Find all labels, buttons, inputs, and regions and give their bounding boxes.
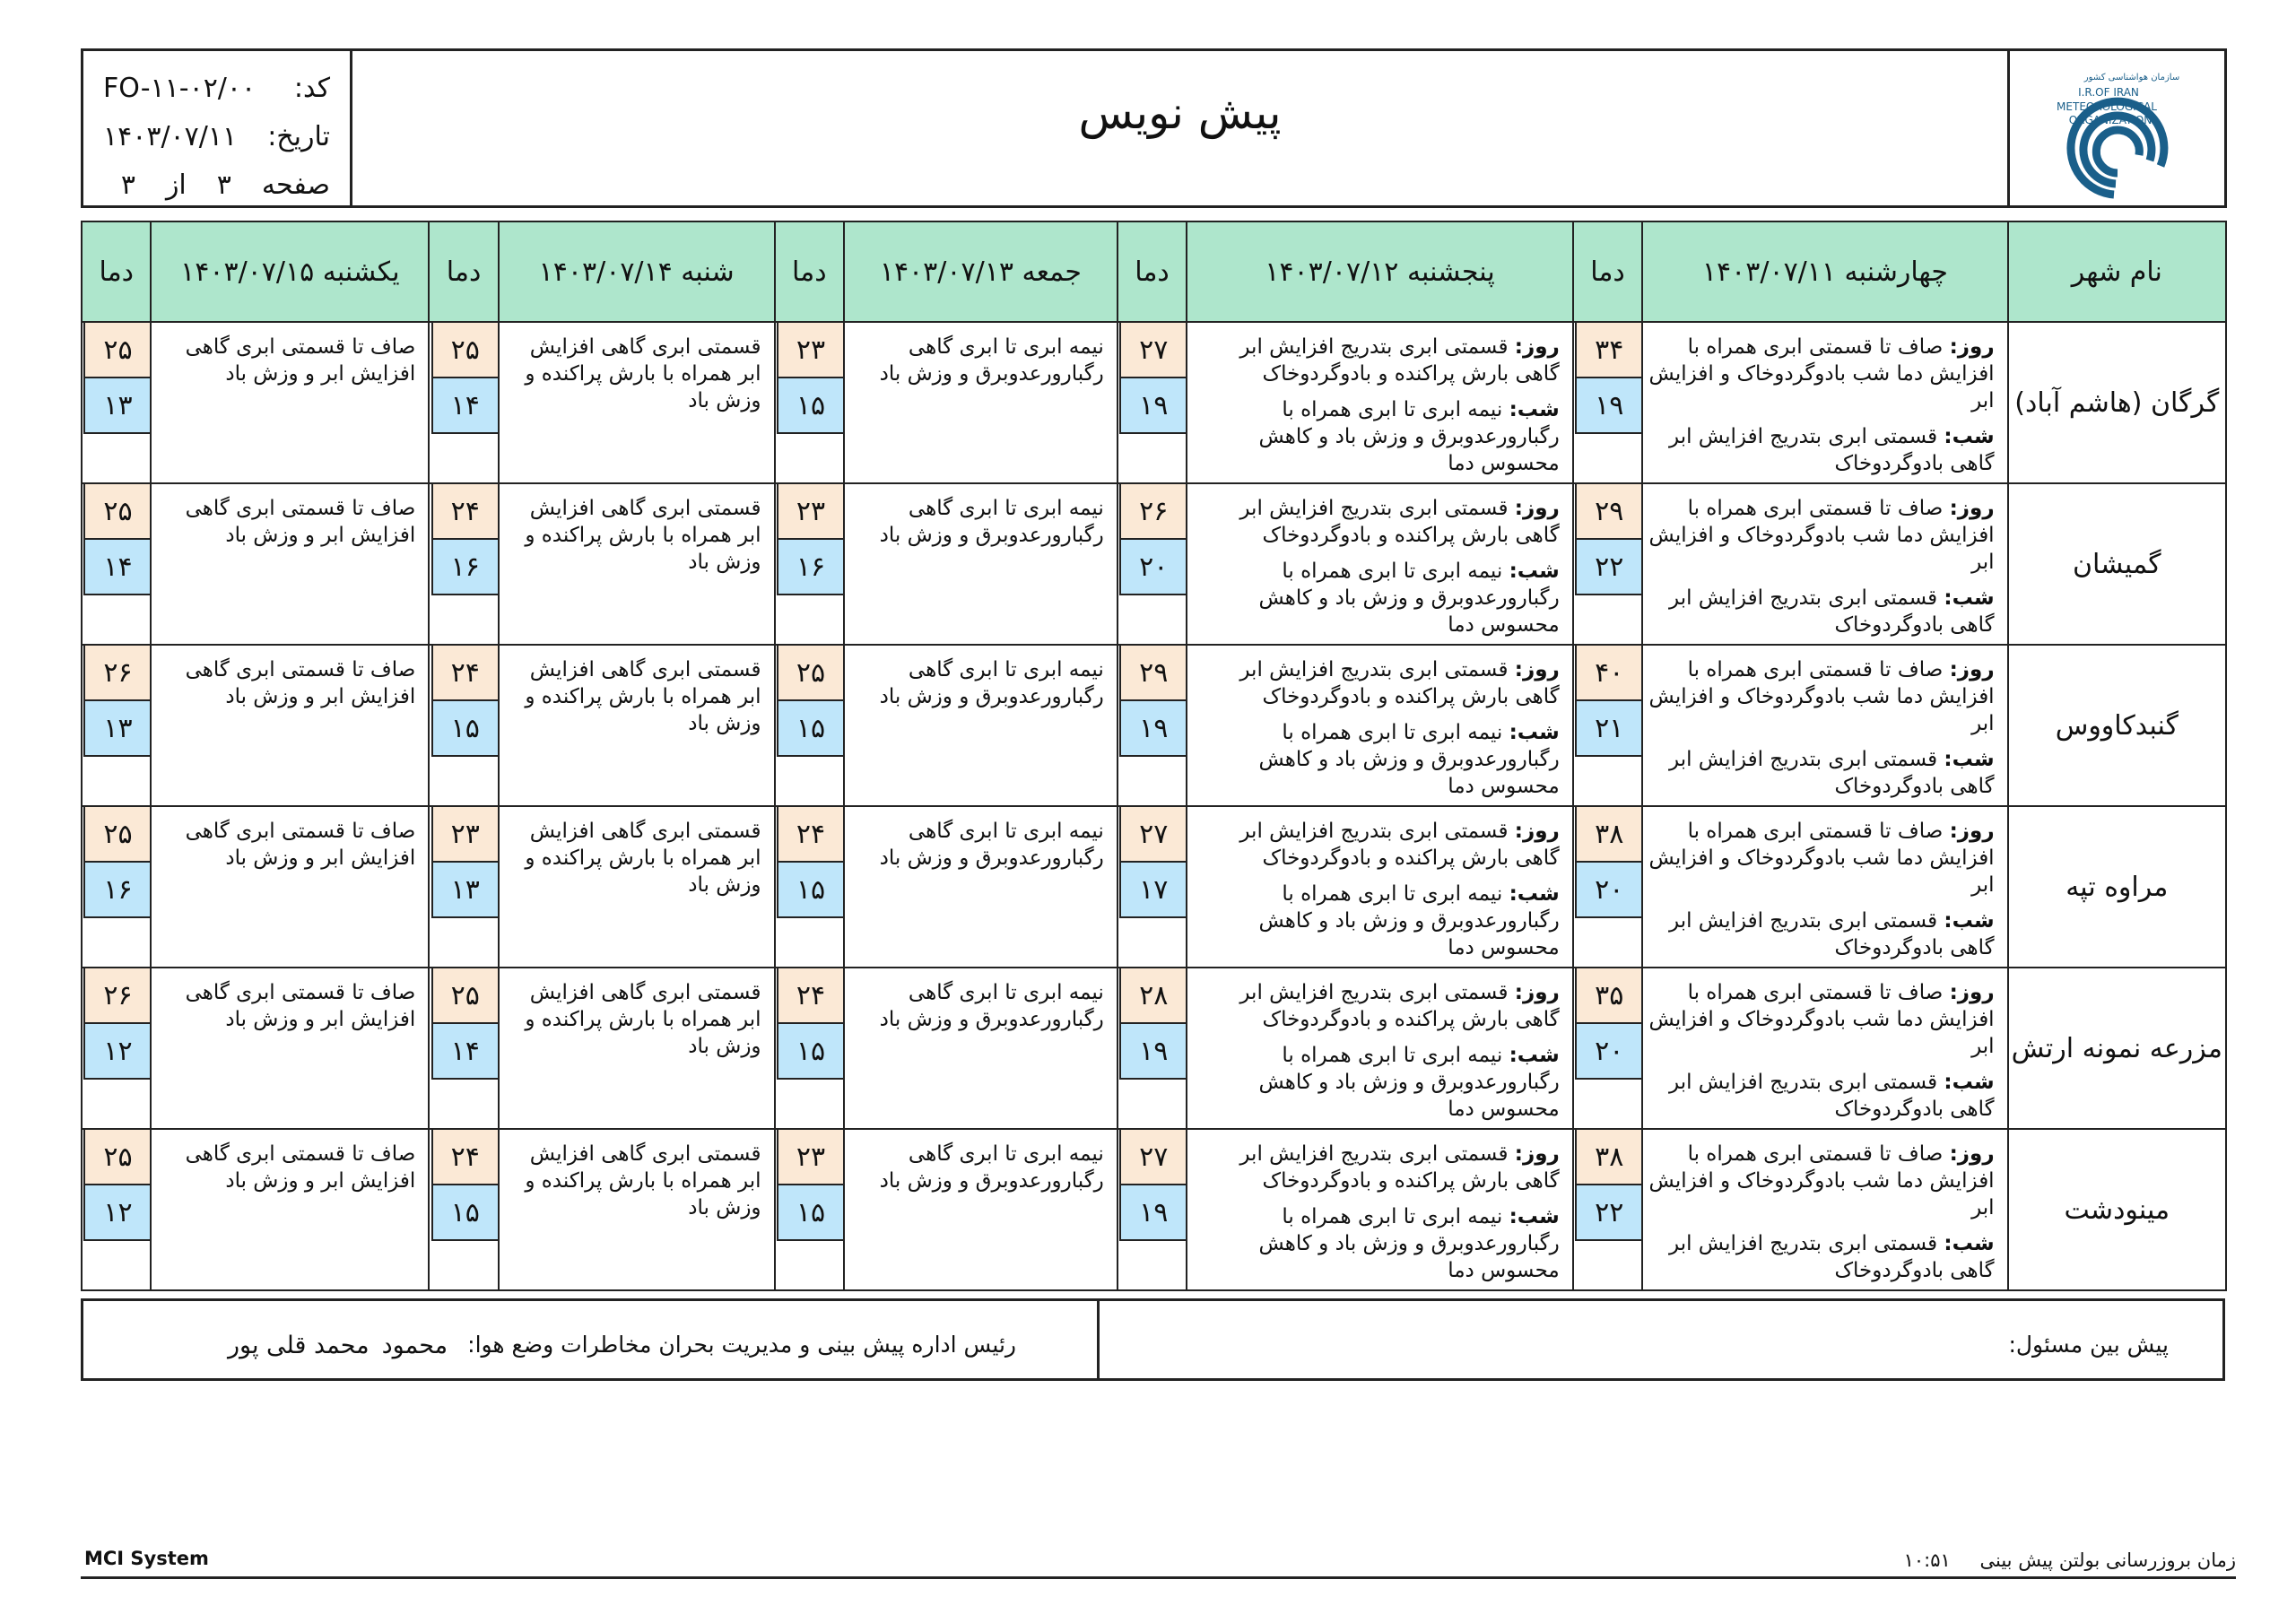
max-temp: ۲۵: [777, 646, 843, 701]
forecast-text: قسمتی ابری گاهی افزایش ابر همراه با بارش پراکنده و وزش باد: [525, 497, 761, 574]
forecast-text: نیمه ابری تا ابری گاهی رگبارورعدوبرق و وزش باد: [879, 497, 1104, 547]
day-forecast: [1648, 656, 1994, 737]
update-label: زمان بروزرسانی بولتن پیش بینی: [1979, 1549, 2236, 1571]
night-forecast: [1193, 1203, 1560, 1284]
table-row: [82, 322, 2226, 483]
page-num: ۳: [216, 169, 231, 201]
night-forecast: [1193, 719, 1560, 800]
system-name: MCI System: [84, 1548, 209, 1569]
forecast-description: [1642, 322, 2007, 483]
night-text: قسمتی ابری بتدریج افزایش ابر گاهی بادوگردوخاک: [1669, 1232, 1995, 1282]
temperature-cell: [1118, 645, 1187, 806]
forecast-description: [151, 483, 429, 645]
min-temp: ۱۴: [431, 1024, 498, 1080]
max-temp: ۲۴: [431, 1130, 498, 1185]
day-forecast: [1193, 979, 1560, 1033]
day-text: قسمتی ابری بتدریج افزایش ابر گاهی بارش پراکنده و بادوگردوخاک: [1239, 497, 1560, 547]
night-label: شب:: [1944, 1232, 1995, 1255]
document-header: [81, 48, 2227, 208]
forecast-description: [499, 645, 775, 806]
day-text: صاف تا قسمتی ابری همراه با افزایش دما شب بادوگردوخاک و افزایش ابر: [1648, 497, 1995, 574]
page-title: پیش نویس: [1078, 87, 1282, 139]
column-header-temp: دما: [82, 221, 151, 322]
update-time: ۱۰:۵۱: [1903, 1549, 1951, 1571]
day-forecast: [1193, 334, 1560, 387]
city-name: مزرعه نمونه ارتش: [2008, 968, 2226, 1129]
forecast-description: [844, 645, 1118, 806]
document-meta: [83, 51, 352, 205]
day-label: روز:: [1949, 497, 1995, 520]
forecast-description: [499, 322, 775, 483]
forecast-description: [844, 1129, 1118, 1290]
day-text: صاف تا قسمتی ابری همراه با افزایش دما شب بادوگردوخاک و افزایش ابر: [1648, 335, 1995, 412]
min-temp: ۱۹: [1119, 1185, 1186, 1241]
page-total: ۳: [120, 169, 135, 201]
min-temp: ۱۳: [83, 378, 150, 434]
max-temp: ۲۴: [431, 646, 498, 701]
temperature-cell: [1573, 645, 1642, 806]
day-label: روز:: [1514, 658, 1560, 681]
min-temp: ۱۹: [1119, 378, 1186, 434]
max-temp: ۲۳: [431, 807, 498, 863]
night-text: قسمتی ابری بتدریج افزایش ابر گاهی بادوگردوخاک: [1669, 748, 1995, 798]
day-label: روز:: [1949, 981, 1995, 1004]
night-label: شب:: [1509, 882, 1560, 906]
forecast-text: قسمتی ابری گاهی افزایش ابر همراه با بارش پراکنده و وزش باد: [525, 335, 761, 412]
forecast-description: [1642, 483, 2007, 645]
temperature-cell: [775, 968, 844, 1129]
forecast-description: [1187, 968, 1573, 1129]
min-temp: ۱۴: [431, 378, 498, 434]
day-label: روز:: [1514, 981, 1560, 1004]
max-temp: ۲۷: [1119, 323, 1186, 378]
forecast-description: [844, 483, 1118, 645]
temperature-cell: [82, 806, 151, 968]
forecast-text: صاف تا قسمتی ابری گاهی افزایش ابر و وزش باد: [185, 335, 416, 386]
forecast-description: [1187, 806, 1573, 968]
min-temp: ۱۳: [431, 863, 498, 918]
temperature-cell: [429, 322, 498, 483]
day-text: صاف تا قسمتی ابری همراه با افزایش دما شب بادوگردوخاک و افزایش ابر: [1648, 820, 1995, 897]
day-label: روز:: [1949, 820, 1995, 843]
forecast-description: [1642, 806, 2007, 968]
max-temp: ۲۵: [83, 807, 150, 863]
night-forecast: [1648, 423, 1994, 477]
column-header-day-1: چهارشنبه ۱۴۰۳/۰۷/۱۱: [1642, 221, 2007, 322]
max-temp: ۲۵: [431, 323, 498, 378]
min-temp: ۱۹: [1575, 378, 1641, 434]
day-forecast: [1193, 1141, 1560, 1194]
day-forecast: [1193, 495, 1560, 549]
temperature-cell: [775, 483, 844, 645]
temperature-cell: [429, 968, 498, 1129]
forecast-description: [499, 1129, 775, 1290]
temperature-cell: [82, 645, 151, 806]
day-label: روز:: [1949, 1142, 1995, 1166]
temperature-cell: [1118, 806, 1187, 968]
page-label: صفحه: [261, 169, 330, 201]
column-header-day-3: جمعه ۱۴۰۳/۰۷/۱۳: [844, 221, 1118, 322]
min-temp: ۲۰: [1575, 1024, 1641, 1080]
min-temp: ۱۶: [431, 540, 498, 595]
night-forecast: [1193, 558, 1560, 638]
day-label: روز:: [1514, 1142, 1560, 1166]
temperature-cell: [1118, 483, 1187, 645]
min-temp: ۲۰: [1119, 540, 1186, 595]
forecast-text: صاف تا قسمتی ابری گاهی افزایش ابر و وزش باد: [185, 497, 416, 547]
night-forecast: [1648, 746, 1994, 800]
temperature-cell: [1573, 806, 1642, 968]
temperature-cell: [1573, 968, 1642, 1129]
night-forecast: [1193, 396, 1560, 477]
forecast-description: [1187, 1129, 1573, 1290]
temperature-cell: [1573, 483, 1642, 645]
night-text: نیمه ابری تا ابری همراه با رگبارورعدوبرق و وزش باد و کاهش محسوس دما: [1258, 721, 1560, 798]
forecast-text: صاف تا قسمتی ابری گاهی افزایش ابر و وزش باد: [185, 658, 416, 708]
day-forecast: [1648, 979, 1994, 1060]
column-header-temp: دما: [429, 221, 498, 322]
max-temp: ۲۶: [1119, 484, 1186, 540]
max-temp: ۲۳: [777, 484, 843, 540]
day-forecast: [1648, 1141, 1994, 1221]
city-name: مینودشت: [2008, 1129, 2226, 1290]
min-temp: ۱۵: [777, 378, 843, 434]
night-label: شب:: [1509, 398, 1560, 421]
forecast-text: قسمتی ابری گاهی افزایش ابر همراه با بارش پراکنده و وزش باد: [525, 658, 761, 735]
day-text: قسمتی ابری بتدریج افزایش ابر گاهی بارش پراکنده و بادوگردوخاک: [1239, 1142, 1560, 1193]
night-label: شب:: [1509, 1044, 1560, 1067]
forecast-description: [499, 968, 775, 1129]
min-temp: ۲۲: [1575, 1185, 1641, 1241]
forecast-description: [1642, 645, 2007, 806]
night-label: شب:: [1944, 909, 1995, 933]
night-text: قسمتی ابری بتدریج افزایش ابر گاهی بادوگردوخاک: [1669, 586, 1995, 637]
temperature-cell: [82, 483, 151, 645]
day-label: روز:: [1514, 335, 1560, 359]
column-header-temp: دما: [775, 221, 844, 322]
day-label: روز:: [1949, 335, 1995, 359]
night-text: نیمه ابری تا ابری همراه با رگبارورعدوبرق و وزش باد و کاهش محسوس دما: [1258, 560, 1560, 637]
min-temp: ۲۰: [1575, 863, 1641, 918]
night-label: شب:: [1944, 425, 1995, 448]
temperature-cell: [1118, 322, 1187, 483]
forecast-description: [844, 968, 1118, 1129]
min-temp: ۱۴: [83, 540, 150, 595]
day-text: صاف تا قسمتی ابری همراه با افزایش دما شب بادوگردوخاک و افزایش ابر: [1648, 1142, 1995, 1219]
table-row: [82, 645, 2226, 806]
column-header-day-4: شنبه ۱۴۰۳/۰۷/۱۴: [499, 221, 775, 322]
night-label: شب:: [1509, 560, 1560, 583]
min-temp: ۱۹: [1119, 1024, 1186, 1080]
temperature-cell: [1118, 1129, 1187, 1290]
day-forecast: [1648, 334, 1994, 414]
table-row: [82, 483, 2226, 645]
min-temp: ۱۵: [777, 863, 843, 918]
max-temp: ۳۸: [1575, 1130, 1641, 1185]
forecast-text: قسمتی ابری گاهی افزایش ابر همراه با بارش پراکنده و وزش باد: [525, 981, 761, 1058]
forecast-description: [499, 806, 775, 968]
night-label: شب:: [1944, 1071, 1995, 1094]
day-text: صاف تا قسمتی ابری همراه با افزایش دما شب بادوگردوخاک و افزایش ابر: [1648, 658, 1995, 735]
organization-logo: [2007, 51, 2224, 205]
code-value: FO-۱۱-۰۲/۰۰: [103, 72, 257, 104]
head-cell: [83, 1301, 1097, 1378]
temperature-cell: [429, 806, 498, 968]
max-temp: ۲۵: [83, 323, 150, 378]
min-temp: ۱۵: [431, 701, 498, 757]
logo-text-fa: سازمان هواشناسی کشور: [2083, 73, 2180, 82]
max-temp: ۲۹: [1575, 484, 1641, 540]
night-text: قسمتی ابری بتدریج افزایش ابر گاهی بادوگردوخاک: [1669, 425, 1995, 475]
column-header-temp: دما: [1573, 221, 1642, 322]
table-row: [82, 1129, 2226, 1290]
table-header-row: [82, 221, 2226, 322]
city-name: مراوه تپه: [2008, 806, 2226, 968]
forecast-description: [844, 806, 1118, 968]
temperature-cell: [429, 1129, 498, 1290]
day-forecast: [1648, 818, 1994, 898]
forecast-text: صاف تا قسمتی ابری گاهی افزایش ابر و وزش باد: [185, 981, 416, 1031]
update-info: [1904, 1549, 2236, 1571]
table-row: [82, 968, 2226, 1129]
temperature-cell: [1118, 968, 1187, 1129]
day-forecast: [1648, 495, 1994, 576]
max-temp: ۲۷: [1119, 807, 1186, 863]
day-text: صاف تا قسمتی ابری همراه با افزایش دما شب بادوگردوخاک و افزایش ابر: [1648, 981, 1995, 1058]
min-temp: ۱۲: [83, 1024, 150, 1080]
table-row: [82, 806, 2226, 968]
temperature-cell: [1573, 1129, 1642, 1290]
head-last-name: محمد قلی پور: [227, 1332, 370, 1359]
temperature-cell: [82, 1129, 151, 1290]
forecast-description: [151, 645, 429, 806]
night-text: نیمه ابری تا ابری همراه با رگبارورعدوبرق و وزش باد و کاهش محسوس دما: [1258, 1044, 1560, 1121]
column-header-day-2: پنجشنبه ۱۴۰۳/۰۷/۱۲: [1187, 221, 1573, 322]
temperature-cell: [775, 1129, 844, 1290]
forecast-description: [1642, 968, 2007, 1129]
temperature-cell: [775, 806, 844, 968]
forecaster-label: پیش بین مسئول:: [2008, 1332, 2169, 1358]
temperature-cell: [82, 322, 151, 483]
forecast-description: [151, 322, 429, 483]
day-text: قسمتی ابری بتدریج افزایش ابر گاهی بارش پراکنده و بادوگردوخاک: [1239, 820, 1560, 870]
night-forecast: [1648, 1069, 1994, 1123]
logo-text-1: I.R.OF IRAN: [2078, 86, 2139, 99]
day-label: روز:: [1949, 658, 1995, 681]
day-forecast: [1193, 818, 1560, 872]
forecast-description: [844, 322, 1118, 483]
forecast-description: [1187, 483, 1573, 645]
forecast-text: قسمتی ابری گاهی افزایش ابر همراه با بارش پراکنده و وزش باد: [525, 820, 761, 897]
forecast-description: [151, 1129, 429, 1290]
min-temp: ۱۵: [777, 1185, 843, 1241]
temperature-cell: [82, 968, 151, 1129]
date-value: ۱۴۰۳/۰۷/۱۱: [103, 120, 238, 152]
max-temp: ۲۴: [431, 484, 498, 540]
forecast-description: [499, 483, 775, 645]
max-temp: ۲۶: [83, 968, 150, 1024]
night-forecast: [1648, 585, 1994, 638]
night-text: قسمتی ابری بتدریج افزایش ابر گاهی بادوگردوخاک: [1669, 909, 1995, 959]
night-label: شب:: [1509, 1205, 1560, 1228]
page-footer: [81, 1544, 2236, 1579]
max-temp: ۲۵: [83, 484, 150, 540]
day-text: قسمتی ابری بتدریج افزایش ابر گاهی بارش پراکنده و بادوگردوخاک: [1239, 658, 1560, 708]
temperature-cell: [775, 322, 844, 483]
forecast-text: قسمتی ابری گاهی افزایش ابر همراه با بارش پراکنده و وزش باد: [525, 1142, 761, 1219]
day-text: قسمتی ابری بتدریج افزایش ابر گاهی بارش پراکنده و بادوگردوخاک: [1239, 981, 1560, 1031]
max-temp: ۲۳: [777, 1130, 843, 1185]
forecast-text: صاف تا قسمتی ابری گاهی افزایش ابر و وزش باد: [185, 1142, 416, 1193]
min-temp: ۱۶: [777, 540, 843, 595]
max-temp: ۲۹: [1119, 646, 1186, 701]
max-temp: ۴۰: [1575, 646, 1641, 701]
forecast-text: صاف تا قسمتی ابری گاهی افزایش ابر و وزش باد: [185, 820, 416, 870]
date-label: تاریخ:: [267, 120, 330, 152]
code-label: کد:: [293, 72, 330, 104]
max-temp: ۳۵: [1575, 968, 1641, 1024]
forecast-table: [81, 221, 2227, 1291]
max-temp: ۲۴: [777, 807, 843, 863]
forecast-description: [151, 968, 429, 1129]
city-name: گنبدکاووس: [2008, 645, 2226, 806]
max-temp: ۲۴: [777, 968, 843, 1024]
column-header-day-5: یکشنبه ۱۴۰۳/۰۷/۱۵: [151, 221, 429, 322]
max-temp: ۲۷: [1119, 1130, 1186, 1185]
min-temp: ۱۷: [1119, 863, 1186, 918]
forecast-text: نیمه ابری تا ابری گاهی رگبارورعدوبرق و وزش باد: [879, 658, 1104, 708]
city-name: گمیشان: [2008, 483, 2226, 645]
head-first-name: محمود: [381, 1332, 448, 1359]
min-temp: ۱۵: [431, 1185, 498, 1241]
min-temp: ۱۶: [83, 863, 150, 918]
forecast-description: [1187, 645, 1573, 806]
night-label: شب:: [1944, 586, 1995, 610]
night-text: نیمه ابری تا ابری همراه با رگبارورعدوبرق و وزش باد و کاهش محسوس دما: [1258, 882, 1560, 959]
min-temp: ۲۱: [1575, 701, 1641, 757]
night-label: شب:: [1509, 721, 1560, 744]
min-temp: ۲۲: [1575, 540, 1641, 595]
forecast-text: نیمه ابری تا ابری گاهی رگبارورعدوبرق و وزش باد: [879, 335, 1104, 386]
forecast-text: نیمه ابری تا ابری گاهی رگبارورعدوبرق و وزش باد: [879, 820, 1104, 870]
column-header-temp: دما: [1118, 221, 1187, 322]
max-temp: ۲۳: [777, 323, 843, 378]
temperature-cell: [429, 645, 498, 806]
min-temp: ۱۲: [83, 1185, 150, 1241]
forecast-text: نیمه ابری تا ابری گاهی رگبارورعدوبرق و وزش باد: [879, 1142, 1104, 1193]
forecast-text: نیمه ابری تا ابری گاهی رگبارورعدوبرق و وزش باد: [879, 981, 1104, 1031]
min-temp: ۱۵: [777, 701, 843, 757]
temperature-cell: [1573, 322, 1642, 483]
head-label: رئیس اداره پیش بینی و مدیریت بحران مخاطرات وضع هوا:: [467, 1332, 1016, 1358]
forecast-description: [1642, 1129, 2007, 1290]
day-label: روز:: [1514, 820, 1560, 843]
min-temp: ۱۵: [777, 1024, 843, 1080]
day-forecast: [1193, 656, 1560, 710]
night-text: قسمتی ابری بتدریج افزایش ابر گاهی بادوگردوخاک: [1669, 1071, 1995, 1121]
page-of: از: [165, 169, 187, 201]
max-temp: ۳۸: [1575, 807, 1641, 863]
logo-text-2: METEOROLOGICAL: [2057, 100, 2157, 113]
forecaster-cell: [1097, 1301, 2222, 1378]
max-temp: ۲۶: [83, 646, 150, 701]
logo-emblem-icon: [2026, 60, 2210, 199]
max-temp: ۲۵: [431, 968, 498, 1024]
column-header-city: نام شهر: [2008, 221, 2226, 322]
night-text: نیمه ابری تا ابری همراه با رگبارورعدوبرق و وزش باد و کاهش محسوس دما: [1258, 398, 1560, 475]
forecast-description: [1187, 322, 1573, 483]
logo-text-3: ORGANIZATION: [2068, 114, 2152, 126]
night-label: شب:: [1944, 748, 1995, 771]
night-forecast: [1648, 1230, 1994, 1284]
day-text: قسمتی ابری بتدریج افزایش ابر گاهی بارش پراکنده و بادوگردوخاک: [1239, 335, 1560, 386]
signature-section: [81, 1298, 2225, 1381]
night-text: نیمه ابری تا ابری همراه با رگبارورعدوبرق و وزش باد و کاهش محسوس دما: [1258, 1205, 1560, 1282]
temperature-cell: [429, 483, 498, 645]
night-forecast: [1648, 907, 1994, 961]
min-temp: ۱۹: [1119, 701, 1186, 757]
min-temp: ۱۳: [83, 701, 150, 757]
max-temp: ۲۸: [1119, 968, 1186, 1024]
forecast-description: [151, 806, 429, 968]
city-name: گرگان (هاشم آباد): [2008, 322, 2226, 483]
night-forecast: [1193, 881, 1560, 961]
max-temp: ۳۴: [1575, 323, 1641, 378]
max-temp: ۲۵: [83, 1130, 150, 1185]
night-forecast: [1193, 1042, 1560, 1123]
day-label: روز:: [1514, 497, 1560, 520]
temperature-cell: [775, 645, 844, 806]
